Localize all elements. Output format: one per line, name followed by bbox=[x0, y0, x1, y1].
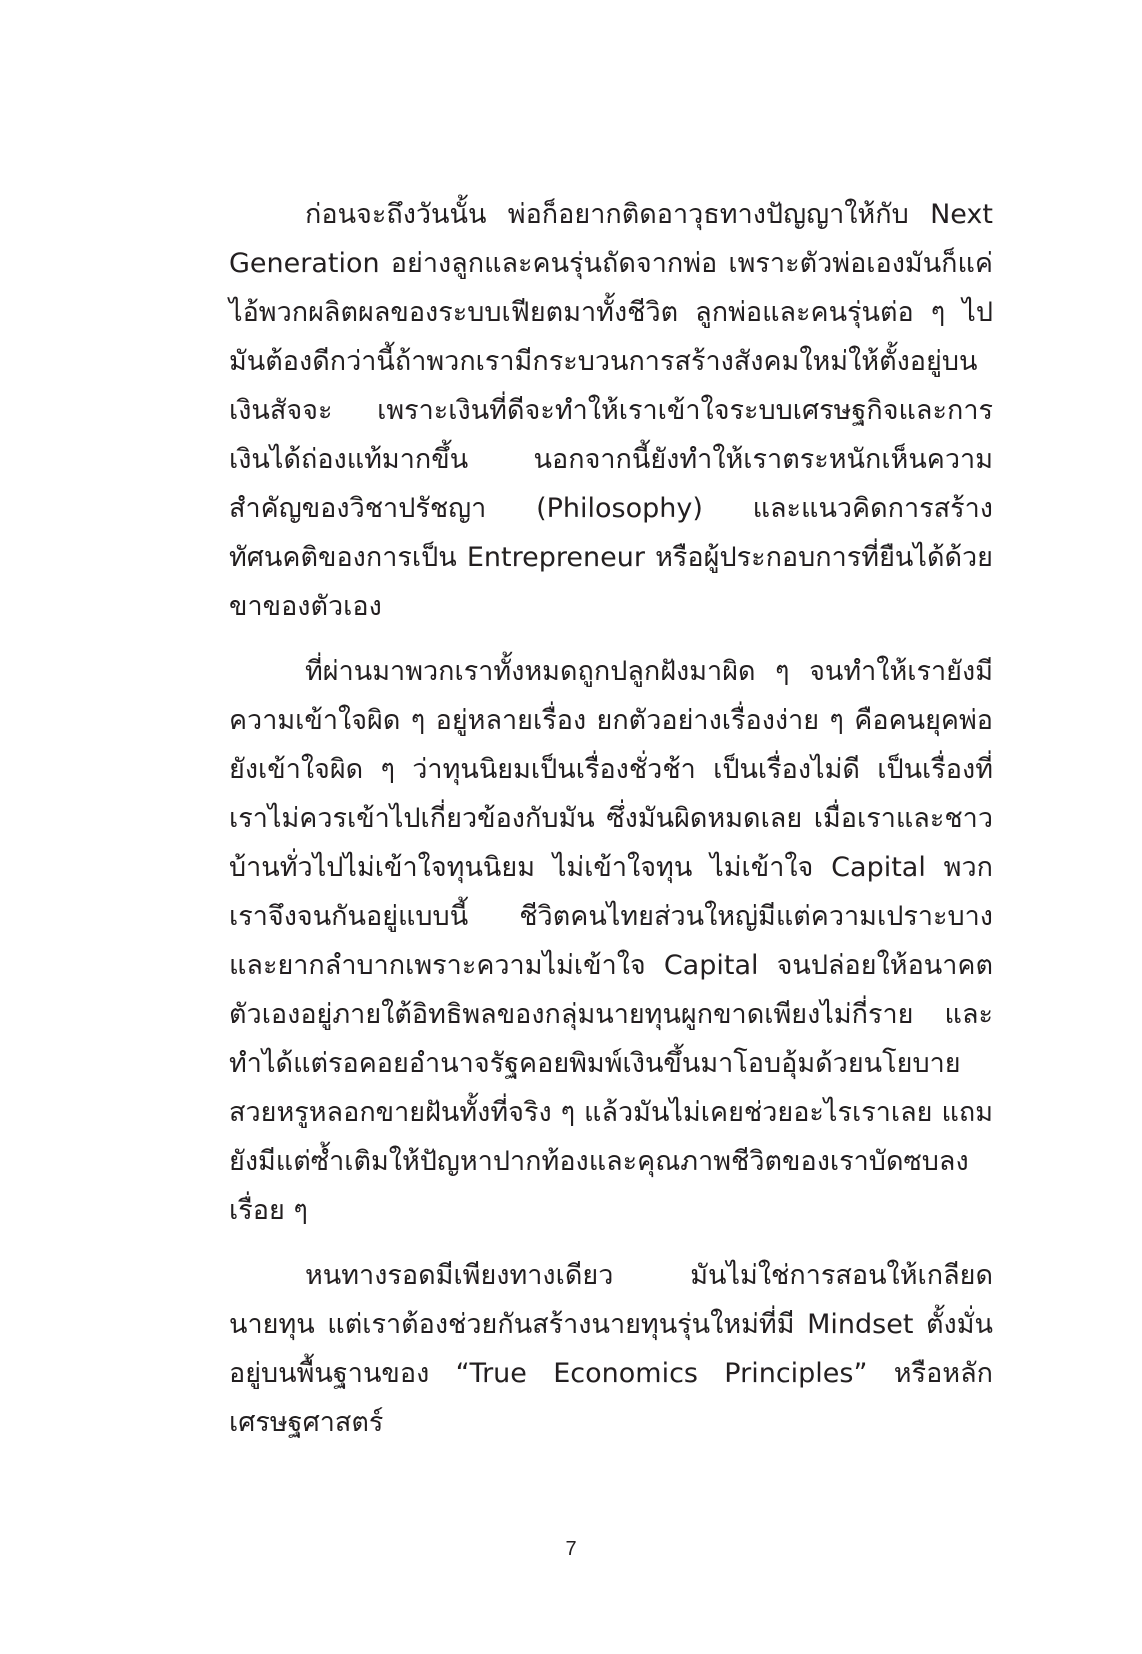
paragraph-1: ก่อนจะถึงวันนั้น พ่อก็อยากติดอาวุธทางปัญญาให้กับ Next Generation อย่างลูกและคนรุ่นถัดจากพ่อ เพราะตัวพ่อเองมันก็แค่ไอ้พวกผลิตผลของระบบเฟียตมาทั้งชีวิต ลูกพ่อและคนรุ่นต่อ ๆ ไปมันต้องดีกว่านี้ถ้าพวกเรามีกระบวนการสร้างสังคมใหม่ให้ตั้งอยู่บนเงินสัจจะ เพราะเงินที่ดีจะทำให้เราเข้าใจระบบเศรษฐกิจและการเงินได้ถ่องแท้มากขึ้น นอกจากนี้ยังทำให้เราตระหนักเห็นความสำคัญของวิชาปรัชญา (Philosophy) และแนวคิดการสร้างทัศนคติของการเป็น Entrepreneur หรือผู้ประกอบการที่ยืนได้ด้วยขาของตัวเอง bbox=[229, 199, 993, 622]
paragraph-3: หนทางรอดมีเพียงทางเดียว มันไม่ใช่การสอนให้เกลียดนายทุน แต่เราต้องช่วยกันสร้างนายทุนรุ่นใหม่ที่มี Mindset ตั้งมั่นอยู่บนพื้นฐานของ “True Economics Principles” หรือหลักเศรษฐศาสตร์ bbox=[229, 1260, 993, 1438]
page-number: 7 bbox=[565, 1538, 577, 1560]
paragraph-2: ที่ผ่านมาพวกเราทั้งหมดถูกปลูกฝังมาผิด ๆ จนทำให้เรายังมีความเข้าใจผิด ๆ อยู่หลายเรื่อง ยกตัวอย่างเรื่องง่าย ๆ คือคนยุคพ่อยังเข้าใจผิด ๆ ว่าทุนนิยมเป็นเรื่องชั่วช้า เป็นเรื่องไม่ดี เป็นเรื่องที่เราไม่ควรเข้าไปเกี่ยวข้องกับมัน ซึ่งมันผิดหมดเลย เมื่อเราและชาวบ้านทั่วไปไม่เข้าใจทุนนิยม ไม่เข้าใจทุน ไม่เข้าใจ Capital พวกเราจึงจนกันอยู่แบบนี้ ชีวิตคนไทยส่วนใหญ่มีแต่ความเปราะบางและยากลำบากเพราะความไม่เข้าใจ Capital จนปล่อยให้อนาคตตัวเองอยู่ภายใต้อิทธิพลของกลุ่มนายทุนผูกขาดเพียงไม่กี่ราย และทำได้แต่รอคอยอำนาจรัฐคอยพิมพ์เงินขึ้นมาโอบอุ้มด้วยนโยบายสวยหรูหลอกขายฝันทั้งที่จริง ๆ แล้วมันไม่เคยช่วยอะไรเราเลย แถมยังมีแต่ซ้ำเติมให้ปัญหาปากท้องและคุณภาพชีวิตของเราบัดซบลงเรื่อย ๆ bbox=[229, 656, 993, 1226]
body-text bbox=[229, 190, 993, 1463]
